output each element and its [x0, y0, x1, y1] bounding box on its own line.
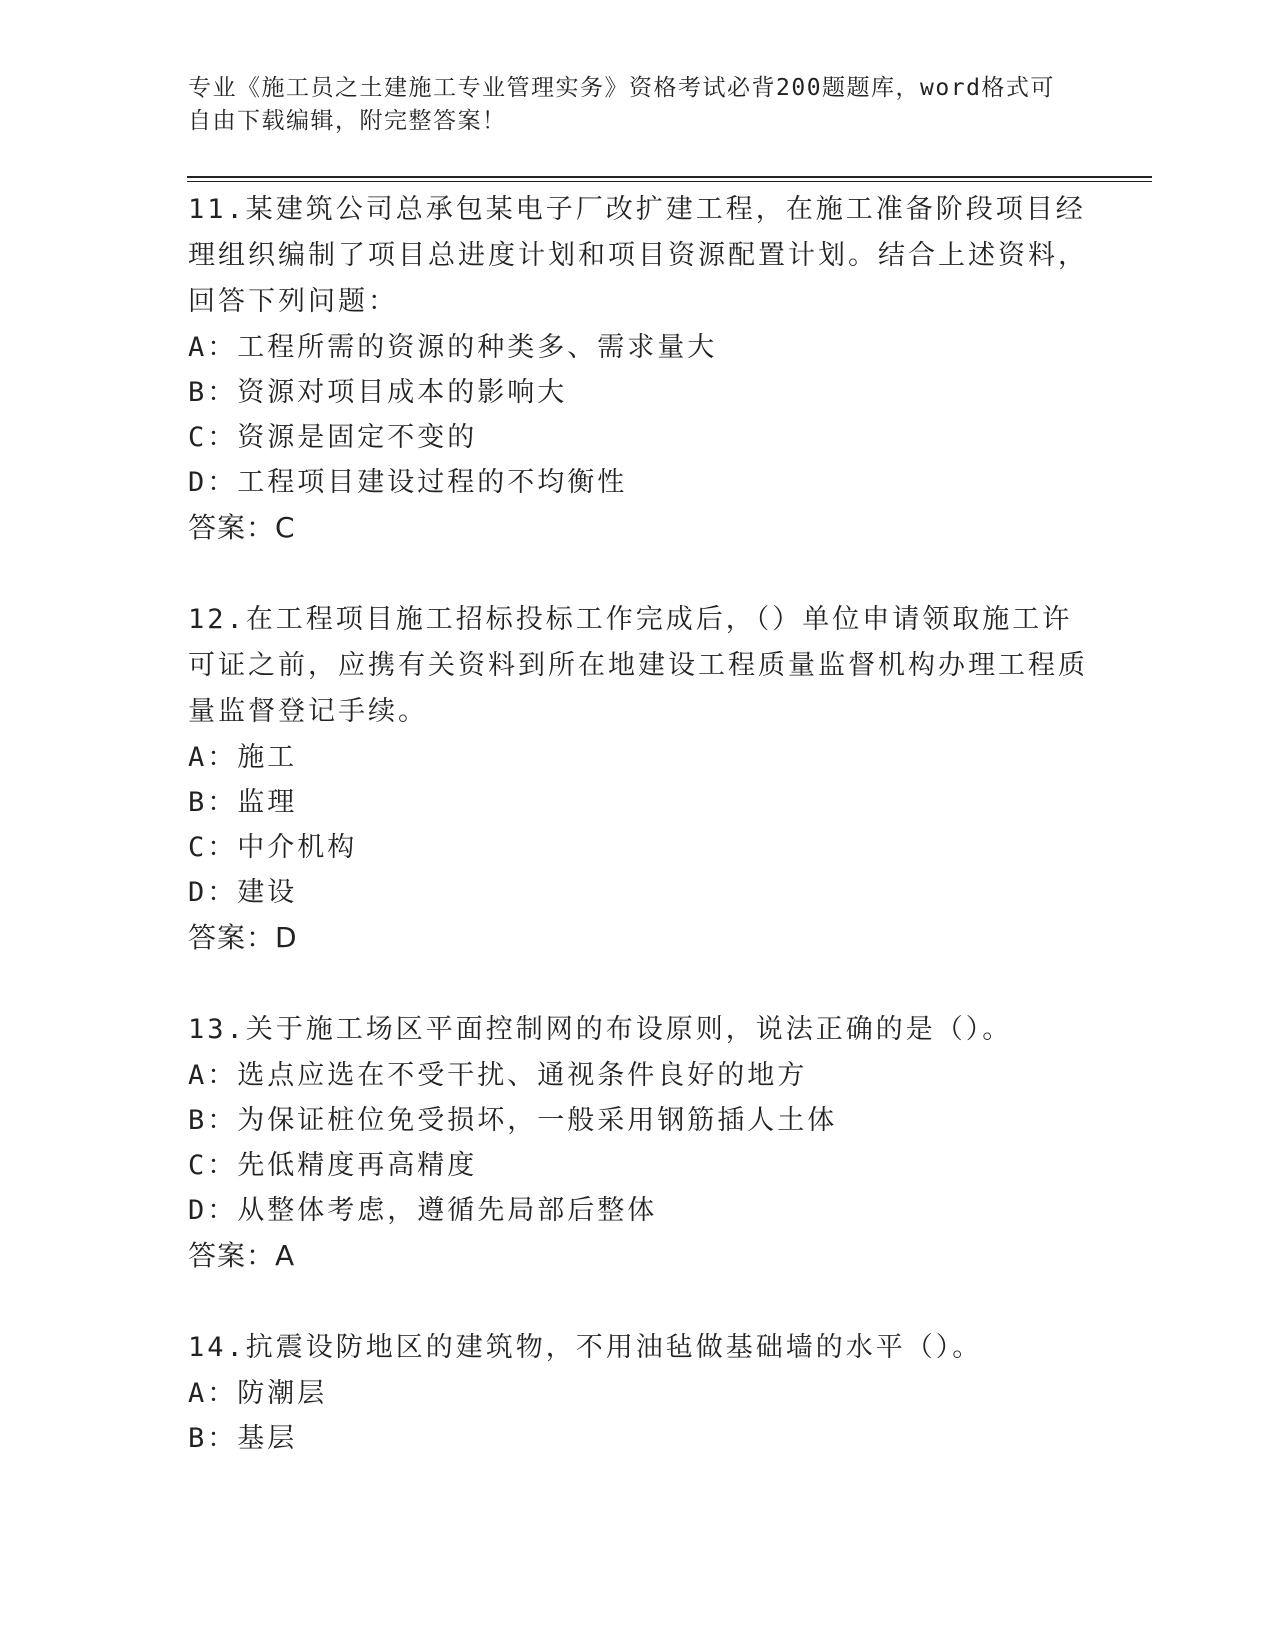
answer: 答案：C	[188, 511, 296, 544]
question-list	[188, 187, 1088, 1461]
option-a: A：防潮层	[188, 1378, 328, 1409]
question-13	[188, 1007, 1088, 1279]
option-b: B：监理	[188, 787, 298, 818]
option-d: D：建设	[188, 877, 298, 908]
option-b: B：资源对项目成本的影响大	[188, 377, 568, 408]
option-a: A：选点应选在不受干扰、通视条件良好的地方	[188, 1060, 808, 1091]
option-d: D：从整体考虑，遵循先局部后整体	[188, 1195, 658, 1226]
option-a: A：施工	[188, 742, 298, 773]
answer: 答案：A	[188, 1239, 296, 1272]
document-header: 专业《施工员之土建施工专业管理实务》资格考试必背200题题库，word格式可自由下载编辑，附完整答案！	[188, 75, 1055, 134]
option-b: B：基层	[188, 1423, 298, 1454]
header-rule-thick	[187, 176, 1152, 178]
question-14	[188, 1325, 1088, 1461]
option-b: B：为保证桩位免受损坏，一般采用钢筋插人土体	[188, 1105, 838, 1136]
option-c: C：资源是固定不变的	[188, 422, 478, 453]
option-c: C：中介机构	[188, 832, 358, 863]
option-c: C：先低精度再高精度	[188, 1150, 478, 1181]
question-stem: 13.关于施工场区平面控制网的布设原则，说法正确的是（）。	[188, 1014, 1013, 1045]
question-stem: 14.抗震设防地区的建筑物，不用油毡做基础墙的水平（）。	[188, 1332, 983, 1363]
question-stem: 11.某建筑公司总承包某电子厂改扩建工程，在施工准备阶段项目经理组织编制了项目总进度计划和项目资源配置计划。结合上述资料，回答下列问题：	[188, 194, 1088, 317]
question-11	[188, 187, 1088, 551]
question-12	[188, 597, 1088, 961]
option-a: A：工程所需的资源的种类多、需求量大	[188, 332, 718, 363]
option-d: D：工程项目建设过程的不均衡性	[188, 467, 628, 498]
answer: 答案：D	[188, 921, 298, 954]
question-stem: 12.在工程项目施工招标投标工作完成后，（）单位申请领取施工许可证之前，应携有关资料到所在地建设工程质量监督机构办理工程质量监督登记手续。	[188, 604, 1088, 727]
header-rule-thin	[187, 181, 1152, 182]
